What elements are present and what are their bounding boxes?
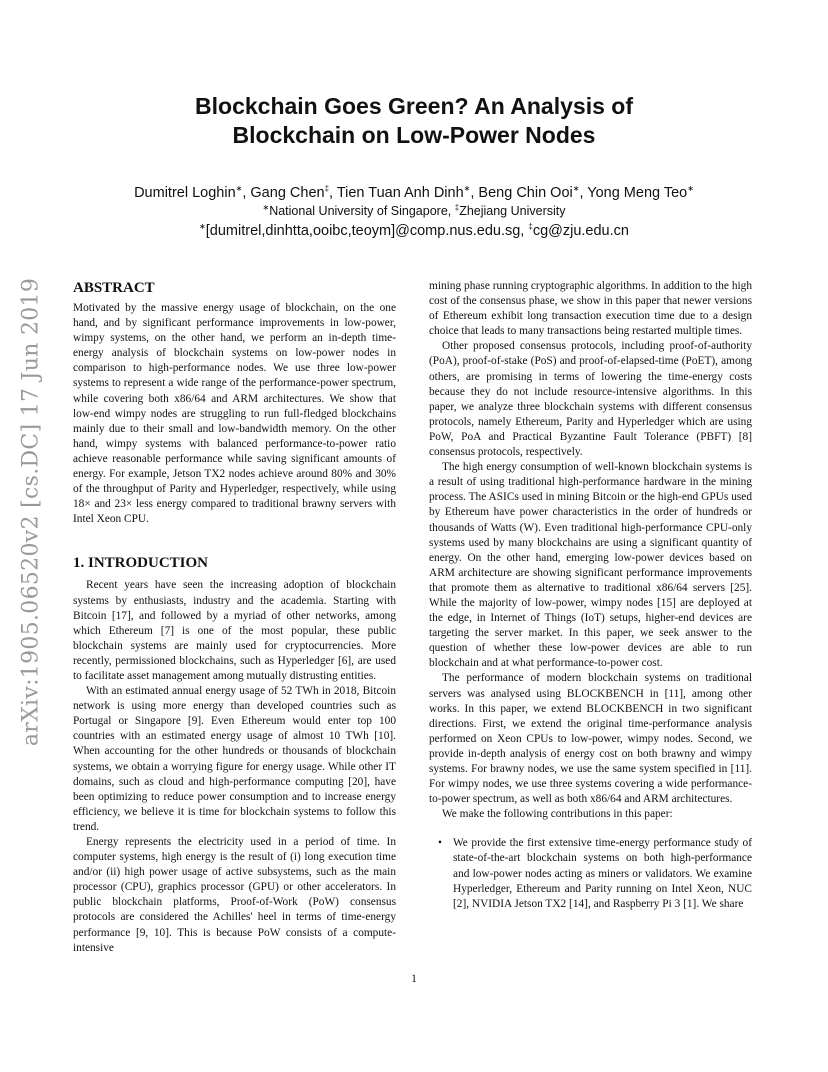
author-mark: ∗: [235, 184, 243, 194]
author-mark: ∗: [572, 184, 580, 194]
title-line-1: Blockchain Goes Green? An Analysis of: [195, 93, 633, 119]
author-name: Yong Meng Teo: [587, 185, 688, 201]
title-line-2: Blockchain on Low-Power Nodes: [232, 122, 596, 148]
affiliation-nus: National University of Singapore,: [269, 204, 452, 218]
author-mark: ∗: [463, 184, 471, 194]
author-name: Dumitrel Loghin: [134, 185, 236, 201]
left-column: [73, 279, 396, 956]
author-list: Dumitrel Loghin∗, Gang Chen‡, Tien Tuan Anh Dinh∗, Beng Chin Ooi∗, Yong Meng Teo∗: [134, 184, 694, 201]
body-paragraph: Recent years have seen the increasing adoption of blockchain systems by enthusiasts, industry and the academia. Starting with Bitcoin [17], and followed by a myriad of other networks, among which Ethereum [7] is one of the most popular, these public blockchain systems are mainly used for cryptocurrencies. More recently, permissioned blockchains, such as Hyperledger [6], are used to facilitate asset management among mutually distrusting entities.: [73, 579, 396, 682]
introduction-heading: 1. INTRODUCTION: [73, 555, 209, 572]
body-paragraph: The high energy consumption of well-known blockchain systems is a result of using traditional high-performance hardware in the mining process. The ASICs used in mining Bitcoin or the high-end GPUs used by Ethereum have power characteristics in the order of hundreds or thousands of Watts (W). Even traditional high-performance CPU-only systems used by many blockchains are using a significant quantity of energy. On the other hand, emerging low-power devices based on ARM architecture are showing significant performance improvements that promote them as alternative to traditional x86/64 servers [25]. While the majority of low-power, wimpy nodes [15] are deployed at the edge, in Internet of Things (IoT) setups, higher-end devices are targeting the server market. In this paper, we seek answer to the question of whether these low-power devices are able to run blockchain and at what performance-to-power cost.: [429, 461, 752, 670]
affiliation-mark: ‡: [454, 202, 460, 212]
body-paragraph: Energy represents the electricity used in a period of time. In computer systems, high energy is the result of (i) long execution time and/or (ii) high power usage of active subsystems, such as the main processor (CPU), graphics processor (GPU) or other accelerators. In public blockchain platforms, Proof-of-Work (PoW) consensus protocols are considered the Achilles' heel in terms of time-energy performance [9, 10]. This is because PoW consists of a compute-intensive: [73, 836, 396, 954]
author-name: Beng Chin Ooi: [478, 185, 573, 201]
author-mark: ‡: [324, 184, 330, 194]
body-paragraph: The performance of modern blockchain systems on traditional servers was analysed using BLOCKBENCH in [11], among other works. In this paper, we extend BLOCKBENCH in two significant directions. First, we extend the original time-performance analysis performed on Xeon CPUs to low-power, wimpy nodes. Second, we provide in-depth analysis of energy cost on both brawny and wimpy systems. For brawny nodes, we use the same system specified in [11]. For wimpy nodes, we use three systems covering a wide performance-to-power spectrum, as well as both x86/64 and ARM architectures.: [429, 672, 752, 806]
affiliation-zju: Zhejiang University: [459, 204, 566, 218]
affiliations: [0, 203, 828, 219]
body-paragraph: We make the following contributions in this paper:: [442, 808, 673, 821]
body-paragraph: With an estimated annual energy usage of 52 TWh in 2018, Bitcoin network is using more energy than developed countries such as Portugal or Singapore [9]. Even Ethereum would enter top 100 countries with an estimated energy usage of almost 10 TWh [10]. When accounting for the other hundreds or thousands of blockchain systems, we obtain a worrying figure for energy usage. While other IT domains, such as cloud and high-performance computing [20], have been optimizing to reduce power consumption and to increase energy efficiency, we believe it is time for blockchain systems to follow this trend.: [73, 685, 396, 833]
author-emails: [0, 221, 828, 241]
list-item: [438, 836, 752, 911]
affiliation-mark: ∗: [262, 202, 270, 212]
bullet-glyph: •: [438, 837, 442, 850]
email-mark: ‡: [528, 222, 533, 232]
list-item-text: We provide the first extensive time-energy performance study of state-of-the-art blockchain systems on both high-performance and low-power nodes acting as miners or validators. We examine Hyperledger, Ethereum and Parity running on Intel Xeon, NUC [2], NVIDIA Jetson TX2 [14], and Raspberry Pi 3 [1]. We share: [453, 837, 752, 910]
author-name: Tien Tuan Anh Dinh: [336, 185, 464, 201]
email-mark: ∗: [199, 222, 206, 232]
body-paragraph: mining phase running cryptographic algorithms. In addition to the high cost of the consensus phase, we show in this paper that newer versions of Ethereum exhibit long transaction execution time due to a design choice that leads to many transactions being restarted multiple times.: [429, 280, 752, 338]
page-number: 1: [411, 973, 417, 985]
email-zju: cg@zju.edu.cn: [532, 223, 629, 239]
paper-title: [0, 92, 828, 150]
right-column: [429, 279, 752, 912]
abstract-text: Motivated by the massive energy usage of blockchain, on the one hand, and by significant performance improvements in low-power, wimpy systems, on the other hand, we perform an in-depth time-energy analysis of blockchain systems on low-power nodes in comparison to high-performance nodes. We use three low-power systems to represent a wide range of the performance-power spectrum, while covering both x86/64 and ARM architectures. We show that low-end wimpy nodes are struggling to run full-fledged blockchains mainly due to their small and low-bandwidth memory. On the other hand, wimpy systems with balanced performance-to-power ratio achieve reasonable performance while saving significant amounts of energy. For example, Jetson TX2 nodes achieve around 80% and 30% of the throughput of Parity and Hyperledger, respectively, while using 18× and 23× less energy compared to traditional brawny servers with Intel Xeon CPU.: [73, 302, 396, 526]
body-paragraph: Other proposed consensus protocols, including proof-of-authority (PoA), proof-of-stake (PoS) and proof-of-elapsed-time (PoET), among others, are promising in terms of lowering the time-energy costs because they do not include resource-intensive algorithms. In this paper, we analyze three blockchain systems with different consensus protocols, namely Ethereum, Parity and Hyperledger which are using PoW, PoA and Practical Byzantine Fault Tolerance (PBFT) [8] consensus protocols, respectively.: [429, 340, 752, 459]
contribution-list: [429, 836, 752, 911]
email-nus: [dumitrel,dinhtta,ooibc,teoym]@comp.nus.edu.sg,: [205, 223, 525, 239]
arxiv-stamp: [12, 262, 50, 762]
abstract-heading: ABSTRACT: [73, 280, 155, 296]
author-name: Gang Chen: [250, 185, 325, 201]
arxiv-identifier: arXiv:1905.06520v2 [cs.DC] 17 Jun 2019: [18, 277, 44, 747]
author-mark: ∗: [687, 184, 694, 194]
